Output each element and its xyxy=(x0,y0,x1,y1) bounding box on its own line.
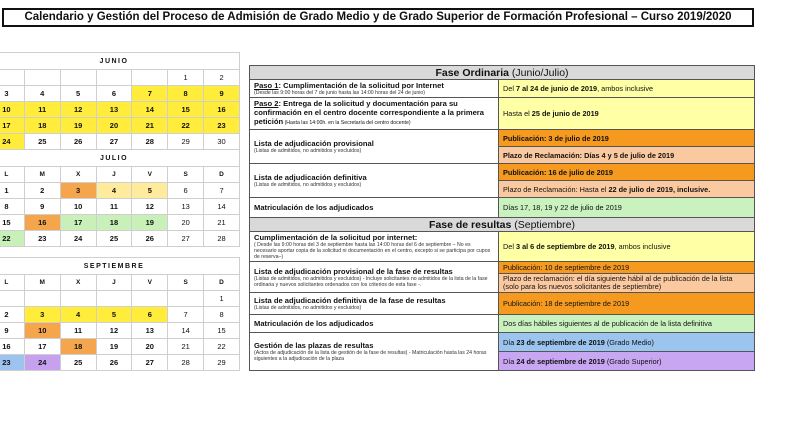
calendar-day: 14 xyxy=(168,323,204,339)
calendar-day xyxy=(96,70,132,86)
calendar-day: 23 xyxy=(24,231,60,247)
weekday-header: V xyxy=(132,275,168,291)
resultas-matriculacion-value: Dos días hábiles siguientes al de publicación de la lista definitiva xyxy=(499,315,755,333)
fase-ordinaria-subtitle: (Junio/Julio) xyxy=(511,66,569,79)
weekday-header: S xyxy=(168,275,204,291)
weekday-header: D xyxy=(204,275,240,291)
definitiva-subtext: (Listas de admitidos, no admitidos y excluidos) xyxy=(254,182,362,188)
resultas-provisional-subtext: (Listas de admitidos, no admitidos y excluidos) - Incluye solicitantes no admitidos de la lista de la fase ordinaria y nuevos solicitantes ordenados con los criterios de esta fase -. xyxy=(254,275,488,288)
calendar-day: 26 xyxy=(96,355,132,371)
calendar-day xyxy=(60,291,96,307)
calendar-day: 28 xyxy=(204,231,240,247)
calendar-day: 8 xyxy=(204,307,240,323)
paso1-text: : Cumplimentación de la solicitud por Internet xyxy=(278,81,444,90)
paso1-value-b: 7 al 24 de junio de 2019 xyxy=(515,84,598,93)
calendar-day: 6 xyxy=(96,86,132,102)
calendar-day: 29 xyxy=(204,355,240,371)
weekday-header: J xyxy=(96,167,132,183)
calendar-day: 18 xyxy=(96,215,132,231)
fase-ordinaria-title: Fase Ordinaria xyxy=(435,66,509,79)
month-septiembre: SEPTIEMBRE xyxy=(0,258,240,275)
calendar-day: 7 xyxy=(168,307,204,323)
resultas-solicitud-title: Cumplimentación de la solicitud por internet: xyxy=(254,233,418,242)
calendar-day: 28 xyxy=(132,134,168,150)
calendar-day: 3 xyxy=(60,183,96,199)
definitiva-label xyxy=(250,164,499,198)
weekday-header: M xyxy=(24,275,60,291)
calendar-day: 22 xyxy=(0,231,24,247)
definitiva-publicacion xyxy=(499,164,755,181)
calendar-day xyxy=(168,291,204,307)
calendar-day: 15 xyxy=(0,215,24,231)
calendar-day: 4 xyxy=(60,307,96,323)
paso1-prefix: Paso 1 xyxy=(254,81,279,90)
calendar-day: 16 xyxy=(24,215,60,231)
weekday-header: L xyxy=(0,167,24,183)
calendar-day xyxy=(24,291,60,307)
calendar-day: 19 xyxy=(132,215,168,231)
gestion-plazas-label xyxy=(250,333,499,371)
calendar-day xyxy=(24,70,60,86)
calendar-day: 25 xyxy=(96,231,132,247)
weekday-header: L xyxy=(0,275,24,291)
gestion-plazas-grado-medio xyxy=(499,333,755,352)
calendar-day: 17 xyxy=(24,339,60,355)
calendar-day: 9 xyxy=(24,199,60,215)
calendar-day: 21 xyxy=(204,215,240,231)
calendar-day: 2 xyxy=(0,307,24,323)
calendar-day: 20 xyxy=(168,215,204,231)
calendar-day: 11 xyxy=(60,323,96,339)
calendar-day: 27 xyxy=(168,231,204,247)
paso1-value xyxy=(499,80,755,98)
resultas-provisional-label xyxy=(250,262,499,293)
calendar-day: 2 xyxy=(204,70,240,86)
provisional-publicacion-text: Publicación: 3 de julio de 2019 xyxy=(503,133,609,143)
resultas-solicitud-label xyxy=(250,232,499,262)
calendar-day: 23 xyxy=(0,355,24,371)
resultas-definitiva-publicacion: Publicación: 18 de septiembre de 2019 xyxy=(499,293,755,315)
definitiva-reclamacion xyxy=(499,181,755,198)
calendar-day: 3 xyxy=(0,86,24,102)
calendar-day: 13 xyxy=(132,323,168,339)
calendar-day: 14 xyxy=(204,199,240,215)
provisional-subtext: (Listas de admitidos, no admitidos y excluidos) xyxy=(254,148,362,154)
resultas-solicitud-value xyxy=(499,232,755,262)
paso2-value-a: Hasta el xyxy=(503,109,532,118)
calendar-day: 7 xyxy=(204,183,240,199)
gs-c: (Grado Superior) xyxy=(604,356,662,366)
calendar-day: 8 xyxy=(168,86,204,102)
provisional-reclamacion xyxy=(499,147,755,164)
calendar-day: 10 xyxy=(0,102,24,118)
calendar-day xyxy=(0,291,24,307)
calendar-day: 5 xyxy=(96,307,132,323)
gs-a: Día xyxy=(503,356,517,366)
resultas-matriculacion-title: Matriculación de los adjudicados xyxy=(254,319,374,328)
weekday-header: M xyxy=(24,167,60,183)
month-junio: JUNIO xyxy=(0,53,240,70)
calendar-day: 28 xyxy=(168,355,204,371)
resultas-solicitud-subtext: ( Desde las 9:00 horas del 3 de septiembre hasta las 14:00 horas del 6 de septiembre – No es necesario aportar copia de la solicitud ni documentación en el centro, excepto si se participa por cupos de reserva–) xyxy=(254,242,491,260)
paso2-prefix: Paso 2 xyxy=(254,99,279,108)
definitiva-reclamacion-a: Plazo de Reclamación: Hasta el xyxy=(503,184,609,194)
calendar-day: 21 xyxy=(132,118,168,134)
calendar-day: 27 xyxy=(96,134,132,150)
calendar-day: 24 xyxy=(0,134,24,150)
paso1-value-a: Del xyxy=(503,84,516,93)
fase-resultas-subtitle: (Septiembre) xyxy=(514,218,575,231)
calendar-day: 3 xyxy=(24,307,60,323)
resultas-provisional-title: Lista de adjudicación provisional de la fase de resultas xyxy=(254,266,453,276)
calendar-day: 10 xyxy=(24,323,60,339)
calendar-day: 8 xyxy=(0,199,24,215)
calendar-day: 11 xyxy=(24,102,60,118)
paso2-value xyxy=(499,98,755,130)
calendar-day xyxy=(132,291,168,307)
calendar-day: 19 xyxy=(60,118,96,134)
calendar-day: 24 xyxy=(60,231,96,247)
calendar-day: 1 xyxy=(204,291,240,307)
calendar-day: 16 xyxy=(0,339,24,355)
calendar-day xyxy=(132,70,168,86)
calendar-day: 16 xyxy=(204,102,240,118)
calendar-day: 6 xyxy=(132,307,168,323)
definitiva-reclamacion-b: 22 de julio de 2019, inclusive. xyxy=(608,184,711,194)
definitiva-title: Lista de adjudicación definitiva xyxy=(254,173,367,182)
calendar-day: 11 xyxy=(96,199,132,215)
calendar-day: 4 xyxy=(96,183,132,199)
calendar-day: 9 xyxy=(0,323,24,339)
calendar-day: 1 xyxy=(0,183,24,199)
gm-b: 23 de septiembre de 2019 xyxy=(516,337,605,347)
weekday-header: V xyxy=(132,167,168,183)
resultas-definitiva-label xyxy=(250,293,499,315)
calendar-day: 10 xyxy=(60,199,96,215)
calendar-day: 5 xyxy=(60,86,96,102)
calendar-day: 26 xyxy=(132,231,168,247)
calendar-day: 15 xyxy=(204,323,240,339)
calendar-day: 18 xyxy=(60,339,96,355)
calendar-day: 23 xyxy=(204,118,240,134)
page-title: Calendario y Gestión del Proceso de Admisión de Grado Medio y de Grado Superior de Formación Profesional – Curso 2019/2020 xyxy=(2,8,754,27)
paso1-subtext: (Desde las 9:00 horas del 7 de junio hasta las 14:00 horas del 24 de junio) xyxy=(254,90,426,96)
paso1-value-c: , ambos inclusive xyxy=(597,84,654,93)
gestion-plazas-subtext: (Actos de adjudicación de la lista de gestión de la fase de resultas) - Matriculación hasta las 24 horas siguientes a la adjudicación de la plaza xyxy=(254,350,487,362)
calendar-day xyxy=(96,291,132,307)
weekday-header: J xyxy=(96,275,132,291)
calendar-day: 22 xyxy=(168,118,204,134)
gestion-plazas-title: Gestión de las plazas de resultas xyxy=(254,341,374,350)
matriculacion-value: Días 17, 18, 19 y 22 de julio de 2019 xyxy=(499,198,755,218)
calendar-day: 14 xyxy=(132,102,168,118)
paso2-value-b: 25 de junio de 2019 xyxy=(531,109,599,118)
resultas-provisional-publicacion: Publicación: 10 de septiembre de 2019 xyxy=(499,262,755,274)
calendar-day: 26 xyxy=(60,134,96,150)
calendar-day: 1 xyxy=(168,70,204,86)
calendar-day: 20 xyxy=(96,118,132,134)
calendar-day: 27 xyxy=(132,355,168,371)
resultas-matriculacion-label xyxy=(250,315,499,333)
provisional-reclamacion-text: Plazo de Reclamación: Días 4 y 5 de julio de 2019 xyxy=(503,150,675,160)
matriculacion-label xyxy=(250,198,499,218)
resultas-solicitud-value-c: , ambos inclusive xyxy=(614,242,671,251)
calendar-day: 15 xyxy=(168,102,204,118)
calendar-day: 22 xyxy=(204,339,240,355)
calendar-day: 13 xyxy=(96,102,132,118)
calendar-day: 9 xyxy=(204,86,240,102)
calendar-day: 13 xyxy=(168,199,204,215)
paso2-subtext: (Hasta las 14:00h. en la Secretaría del centro docente) xyxy=(283,120,411,126)
calendar-day: 4 xyxy=(24,86,60,102)
month-julio: JULIO xyxy=(0,150,240,167)
calendar-day: 25 xyxy=(60,355,96,371)
fase-resultas-header xyxy=(250,218,755,232)
resultas-solicitud-value-a: Del xyxy=(503,242,516,251)
calendar-day: 12 xyxy=(96,323,132,339)
provisional-publicacion xyxy=(499,130,755,147)
calendar-grid xyxy=(0,52,240,371)
weekday-header: X xyxy=(60,167,96,183)
calendar-day: 18 xyxy=(24,118,60,134)
gestion-plazas-grado-superior xyxy=(499,352,755,371)
calendar-day: 12 xyxy=(132,199,168,215)
calendar-day: 2 xyxy=(24,183,60,199)
resultas-definitiva-title: Lista de adjudicación definitiva de la fase de resultas xyxy=(254,296,446,305)
calendar-day: 29 xyxy=(168,134,204,150)
calendar-day: 19 xyxy=(96,339,132,355)
calendar-day: 25 xyxy=(24,134,60,150)
calendar-day xyxy=(0,70,24,86)
matriculacion-title: Matriculación de los adjudicados xyxy=(254,203,374,212)
calendar-day: 24 xyxy=(24,355,60,371)
calendar-day: 12 xyxy=(60,102,96,118)
weekday-header: S xyxy=(168,167,204,183)
calendar-day: 17 xyxy=(0,118,24,134)
schedule-table xyxy=(249,65,755,371)
paso2-label xyxy=(250,98,499,130)
calendar-day xyxy=(60,70,96,86)
calendar-day: 6 xyxy=(168,183,204,199)
gs-b: 24 de septiembre de 2019 xyxy=(516,356,605,366)
calendar-spacer xyxy=(0,247,240,258)
calendar-day: 20 xyxy=(132,339,168,355)
provisional-title: Lista de adjudicación provisional xyxy=(254,139,374,148)
calendar-day: 7 xyxy=(132,86,168,102)
fase-resultas-title: Fase de resultas xyxy=(429,218,512,231)
paso1-label xyxy=(250,80,499,98)
gm-c: (Grado Medio) xyxy=(604,337,654,347)
paso2-text: : Entrega de la solicitud y documentación para su confirmación en el centro docente correspondiente a la primera petición xyxy=(254,99,484,126)
resultas-provisional-reclamacion: Plazo de reclamación: el día siguiente hábil al de publicación de la lista (solo para los nuevos solicitantes de septiembre) xyxy=(499,274,755,293)
calendar-day: 30 xyxy=(204,134,240,150)
resultas-definitiva-subtext: (Listas de admitidos, no admitidos y excluidos) xyxy=(254,305,362,311)
provisional-label xyxy=(250,130,499,164)
definitiva-publicacion-text: Publicación: 16 de julio de 2019 xyxy=(503,167,613,177)
calendar-day: 5 xyxy=(132,183,168,199)
calendar-day: 21 xyxy=(168,339,204,355)
weekday-header: X xyxy=(60,275,96,291)
fase-ordinaria-header xyxy=(250,66,755,80)
calendar-day: 17 xyxy=(60,215,96,231)
resultas-solicitud-value-b: 3 al 6 de septiembre de 2019 xyxy=(515,242,615,251)
weekday-header: D xyxy=(204,167,240,183)
gm-a: Día xyxy=(503,337,517,347)
